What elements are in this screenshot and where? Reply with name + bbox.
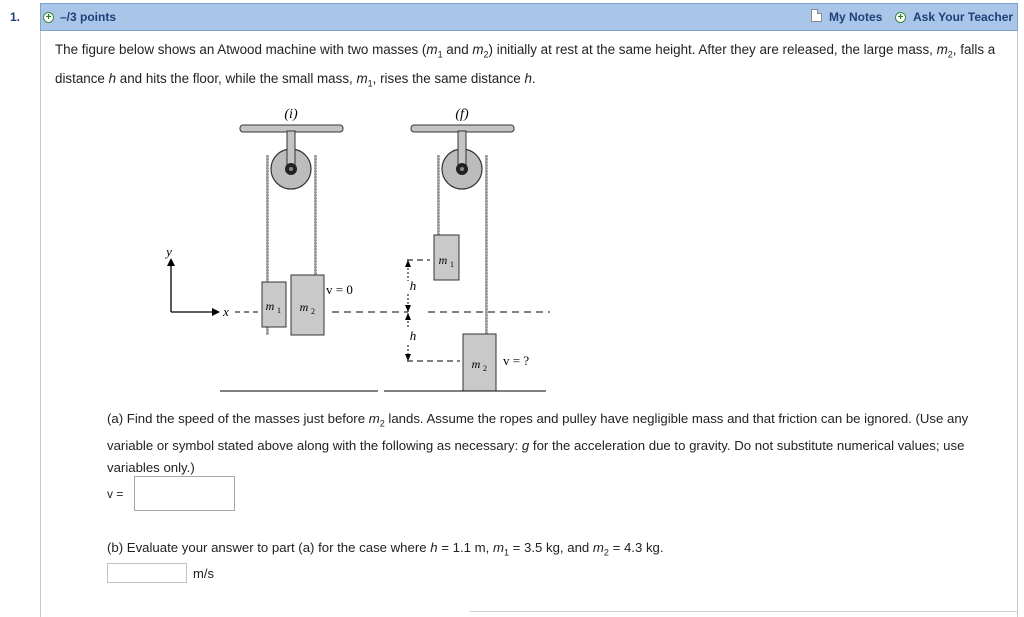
svg-text:m: m	[265, 299, 275, 313]
velocity-initial: v = 0	[326, 282, 353, 297]
ask-your-teacher-link[interactable]: Ask Your Teacher	[913, 10, 1014, 24]
section-divider	[470, 611, 1018, 612]
answer-a-input[interactable]	[134, 476, 235, 511]
mass-m1-initial	[262, 282, 286, 327]
mass-m1-final	[434, 235, 459, 280]
svg-text:2: 2	[311, 307, 315, 316]
svg-text:2: 2	[483, 364, 487, 373]
answer-b-unit: m/s	[193, 566, 214, 581]
pulley-final	[437, 131, 488, 335]
svg-text:1: 1	[277, 306, 281, 315]
part-a-text: (a) Find the speed of the masses just before $m_2$ lands. Assume the ropes and pulley have negligible mass and that friction can be ignored. (Use any variable or symbol stated above along with the following as necessary: g for the acceleration due to gravity. Do not substitute numerical values; use variables only.)	[107, 411, 969, 475]
svg-text:m: m	[438, 253, 448, 267]
problem-statement: The figure below shows an Atwood machine with two masses ($m_1$ and $m_2$) initially at rest at the same height. After they are released, the large mass, $m_2$, falls a distance h and hits the floor, while the small mass, $m_1$, rises the same distance h.	[55, 42, 996, 89]
svg-text:h: h	[409, 328, 417, 343]
label-initial: (i)	[284, 107, 298, 122]
coordinate-axes	[164, 244, 229, 319]
answer-a-label: v =	[107, 487, 124, 501]
atwood-machine-figure	[160, 100, 560, 400]
svg-text:y: y	[166, 244, 172, 259]
atwood-diagram	[160, 100, 560, 395]
question-number: 1.	[10, 10, 21, 24]
velocity-final: v = ?	[503, 353, 530, 368]
mass-m2-final	[463, 334, 496, 391]
svg-text:1: 1	[450, 260, 454, 269]
ask-teacher-plus-icon[interactable]: +	[895, 12, 906, 23]
expand-plus-icon[interactable]: +	[43, 12, 54, 23]
part-b-text: (b) Evaluate your answer to part (a) for the case where h = 1.1 m, $m_1 = 3.5$ kg, and $m_2 = 4.3$ kg.	[107, 540, 664, 558]
svg-text:m: m	[299, 300, 309, 314]
svg-text:h: h	[409, 278, 417, 293]
points-label: –/3 points	[60, 10, 117, 24]
svg-text:x: x	[223, 304, 229, 319]
mass-m2-initial	[291, 275, 324, 335]
svg-text:m: m	[471, 357, 481, 371]
my-notes-link[interactable]: My Notes	[829, 10, 883, 24]
note-icon[interactable]	[811, 9, 822, 22]
content-border-left	[40, 31, 41, 617]
label-final: (f)	[455, 107, 469, 122]
content-border-right	[1017, 31, 1018, 617]
answer-b-input[interactable]	[107, 563, 187, 583]
